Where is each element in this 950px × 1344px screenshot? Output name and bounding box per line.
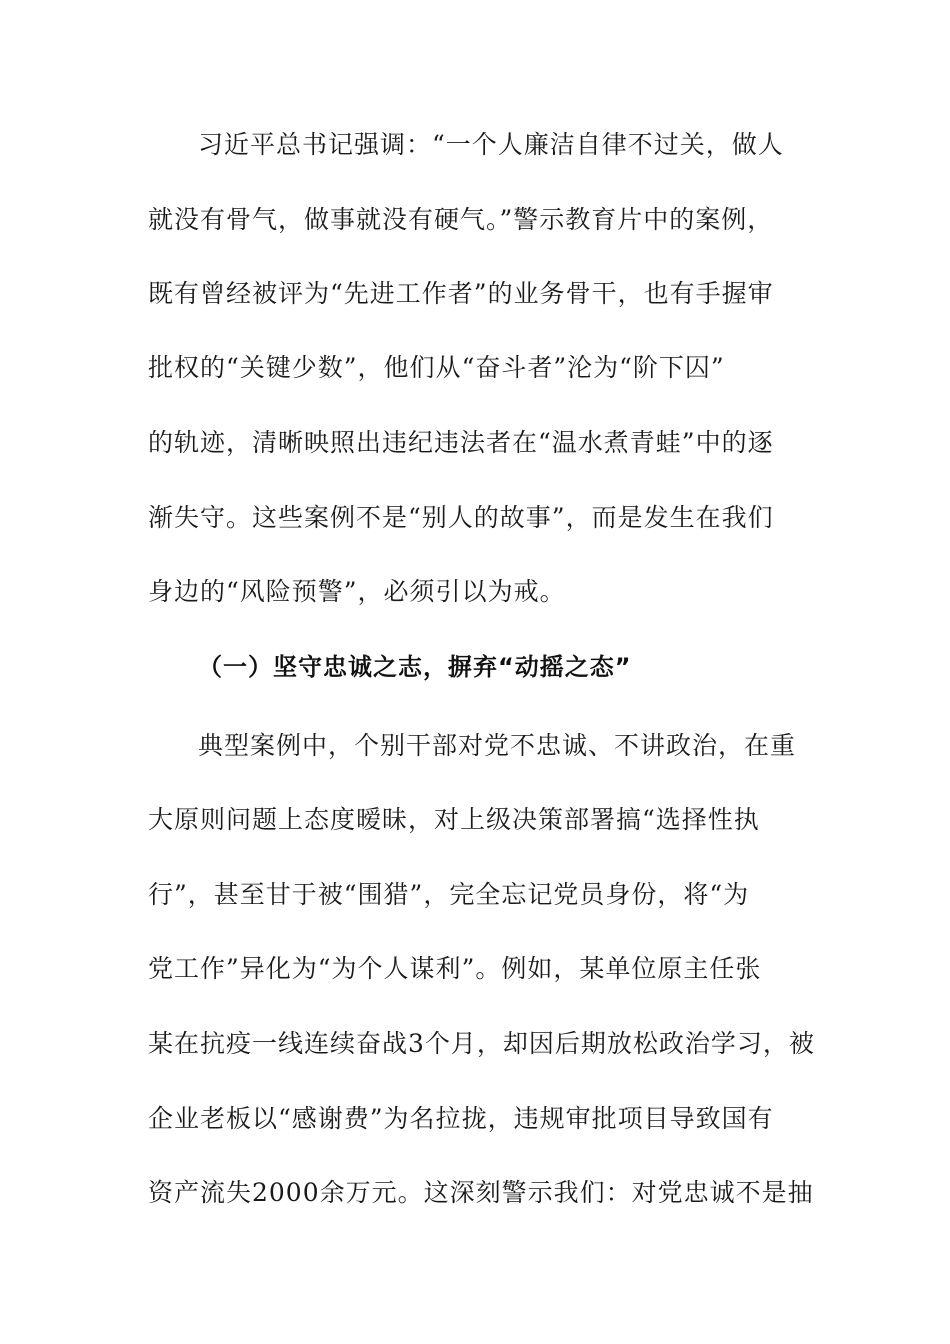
- paragraph-1-line-3: 既有曾经被评为“先进工作者”的业务骨干，也有手握审: [148, 279, 774, 308]
- paragraph-2-line-7: 资产流失2000余万元。这深刻警示我们：对党忠诚不是抽: [148, 1178, 814, 1207]
- paragraph-2-line-6: 企业老板以“感谢费”为名拉拢，违规审批项目导致国有: [148, 1104, 774, 1133]
- paragraph-2-line-5: 某在抗疫一线连续奋战3个月，却因后期放松政治学习，被: [148, 1029, 815, 1058]
- paragraph-1-line-2: 就没有骨气，做事就没有硬气。”警示教育片中的案例，: [148, 205, 774, 234]
- paragraph-1-line-5: 的轨迹，清晰映照出违纪违法者在“温水煮青蛙”中的逐: [148, 428, 774, 457]
- paragraph-2-line-4: 党工作”异化为“为个人谋利”。例如，某单位原主任张: [148, 954, 762, 983]
- paragraph-1-line-4: 批权的“关键少数”，他们从“奋斗者”沦为“阶下囚”: [148, 353, 725, 382]
- paragraph-1-line-7: 身边的“风险预警”，必须引以为戒。: [148, 577, 566, 606]
- paragraph-2-line-1: 典型案例中，个别干部对党不忠诚、不讲政治，在重: [198, 731, 797, 760]
- paragraph-1-line-1: 习近平总书记强调：“一个人廉洁自律不过关，做人: [198, 130, 784, 159]
- paragraph-2-line-3: 行”，甚至甘于被“围猎”，完全忘记党员身份，将“为: [148, 880, 750, 909]
- section-heading: （一）坚守忠诚之志，摒弃“动摇之态”: [198, 653, 632, 681]
- paragraph-2-line-2: 大原则问题上态度暧昧，对上级决策部署搞“选择性执: [148, 805, 760, 834]
- paragraph-1-line-6: 渐失守。这些案例不是“别人的故事”，而是发生在我们: [148, 503, 774, 532]
